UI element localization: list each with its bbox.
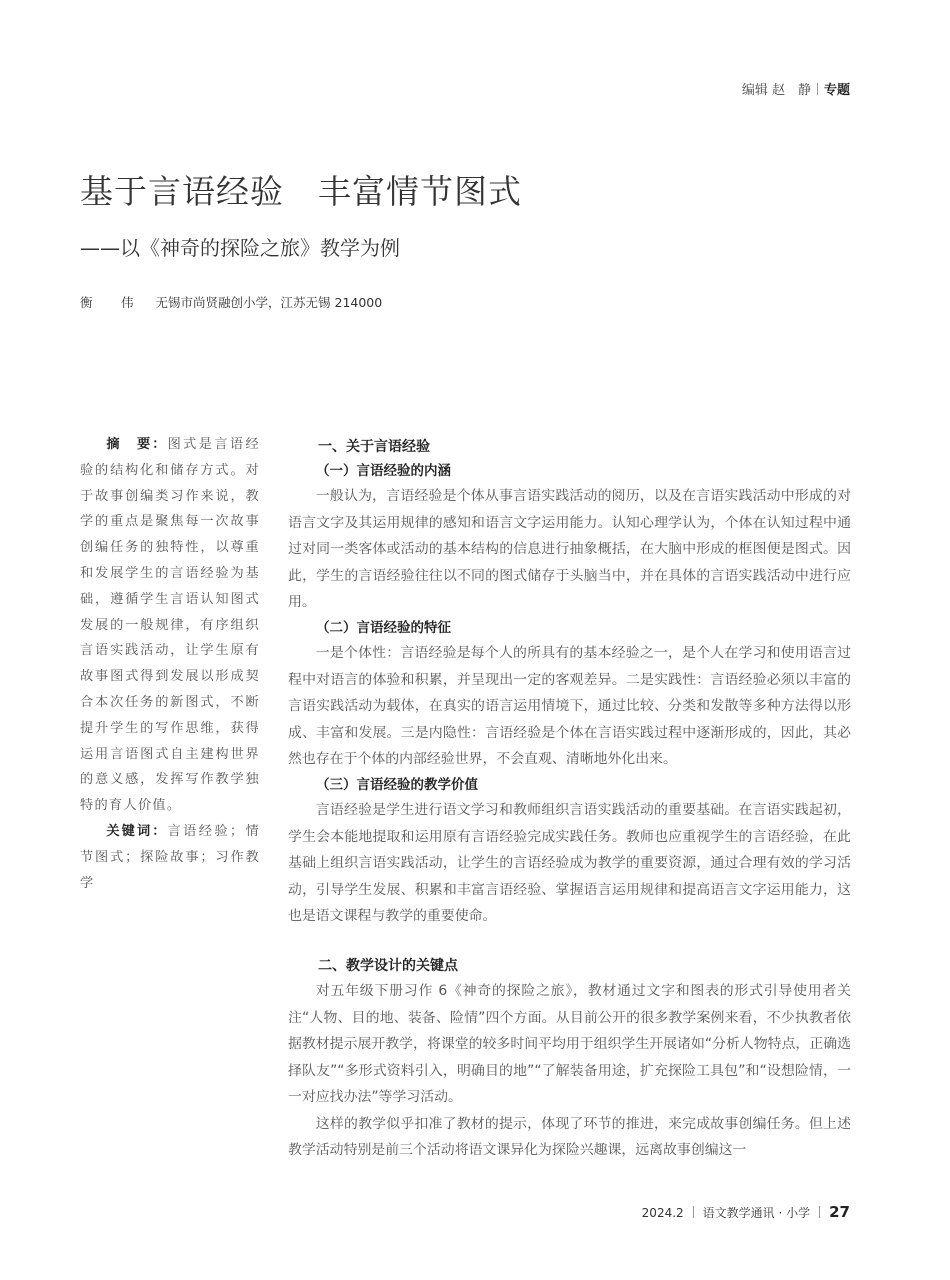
header-divider (817, 83, 818, 95)
section-gap (288, 930, 851, 954)
editor-credit: 编辑 赵 静 (741, 83, 811, 98)
abstract-column (80, 432, 260, 896)
page-number: 27 (829, 1203, 850, 1221)
footer-divider (693, 1206, 694, 1218)
column-label: 专题 (823, 83, 850, 98)
author-name: 衡 伟 (80, 295, 142, 310)
issue-date: 2024.2 (641, 1206, 684, 1220)
section-heading: 二、教学设计的关键点 (318, 957, 458, 974)
body-paragraph: 一是个体性：言语经验是每个人的所具有的基本经验之一，是个人在学习和使用语言过程中对语言的体验和积累，并呈现出一定的客观差异。二是实践性：言语经验必须以丰富的言语实践活动为载体，在真实的语言运用情境下，通过比较、分类和发散等多种方法得以形成、丰富和发展。三是内隐性：言语经验是个体在言语实践过程中逐渐形成的，因此，其必然也存在于个体的内部经验世界，不会直观、清晰地外化出来。 (288, 644, 851, 768)
article-subtitle: ——以《神奇的探险之旅》教学为例 (80, 236, 400, 260)
keywords-text: 言语经验；情节图式；探险故事；习作教学 (80, 823, 260, 891)
section-heading: 一、关于言语经验 (318, 439, 430, 455)
body-paragraph: 一般认为，言语经验是个体从事言语实践活动的阅历，以及在言语实践活动中形成的对语言文字及其运用规律的感知和语言文字运用能力。认知心理学认为，个体在认知过程中通过对同一类客体或活动的基本结构的信息进行抽象概括，在大脑中形成的框图便是图式。因此，学生的言语经验往往以不同的图式储存于头脑当中，并在具体的言语实践活动中进行应用。 (288, 488, 851, 611)
running-header (742, 79, 850, 98)
subsection-heading: （三）言语经验的教学价值 (316, 776, 478, 793)
body-paragraph: 这样的教学似乎扣准了教材的提示，体现了环节的推进，来完成故事创编任务。但上述教学活动特别是前三个活动将语文课异化为探险兴趣课，远离故事创编这一 (288, 1115, 851, 1159)
keywords-label: 关键词： (106, 823, 168, 839)
page-footer (642, 1203, 850, 1221)
journal-name: 语文教学通讯 · 小学 (702, 1206, 811, 1220)
body-paragraph: 对五年级下册习作 6《神奇的探险之旅》，教材通过文字和图表的形式引导使用者关注“人物、目的地、装备、险情”四个方面。从目前公开的很多教学案例来看，不少执教者依据教材提示展开教学，将课堂的较多时间平均用于组织学生开展诸如“分析人物特点，正确选择队友”“多形式资料引入，明确目的地”“了解装备用途，扩充探险工具包”和“设想险情，一一对应找办法”等学习活动。 (288, 982, 851, 1106)
abstract-text: 图式是言语经验的结构化和储存方式。对于故事创编类习作来说，教学的重点是聚焦每一次故事创编任务的独特性，以尊重和发展学生的言语经验为基础，遵循学生言语认知图式发展的一般规律，有序组织言语实践活动，让学生原有故事图式得到发展以形成契合本次任务的新图式，不断提升学生的写作思维，获得运用言语图式自主建构世界的意义感，发挥写作教学独特的育人价值。 (80, 437, 260, 814)
subsection-heading: （一）言语经验的内涵 (316, 463, 451, 479)
body-paragraph: 言语经验是学生进行语文学习和教师组织言语实践活动的重要基础。在言语实践起初，学生会本能地提取和运用原有言语经验完成实践任务。教师也应重视学生的言语经验，在此基础上组织言语实践活动，让学生的言语经验成为教学的重要资源，通过合理有效的学习活动，引导学生发展、积累和丰富言语经验、掌握语言运用规律和提高语言文字运用能力，这也是语文课程与教学的重要使命。 (288, 801, 851, 925)
abstract-paragraph (80, 432, 260, 819)
keywords-paragraph (80, 819, 260, 896)
subsection-heading: （二）言语经验的特征 (316, 619, 451, 636)
article-title: 基于言语经验 丰富情节图式 (80, 172, 522, 211)
footer-divider (819, 1206, 820, 1218)
author-line (80, 293, 382, 311)
abstract-label: 摘 要： (106, 437, 168, 452)
author-affiliation: 无锡市尚贤融创小学，江苏无锡 214000 (155, 295, 383, 310)
main-text-column (288, 435, 851, 1164)
